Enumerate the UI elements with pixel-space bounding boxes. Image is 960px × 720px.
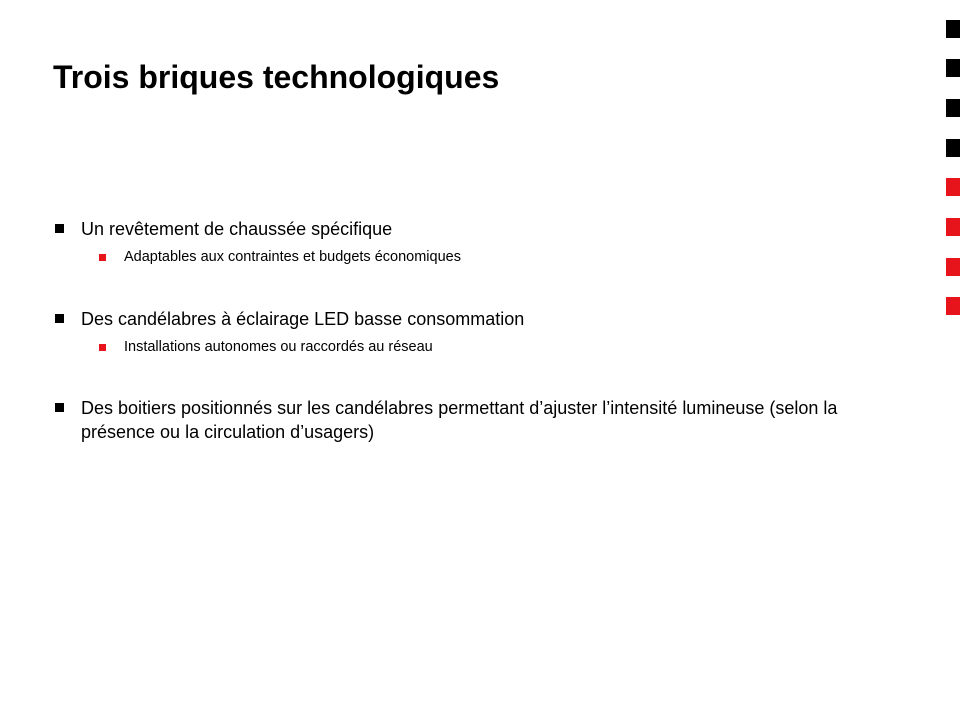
bullet-text: Un revêtement de chaussée spécifique — [81, 219, 393, 239]
decorative-square — [946, 59, 960, 77]
slide-title: Trois briques technologiques — [53, 59, 500, 95]
decorative-square — [946, 297, 960, 315]
decorative-square — [946, 178, 960, 196]
bullet-marker — [55, 224, 64, 233]
decorative-square — [946, 139, 960, 157]
bullet-marker — [55, 403, 64, 412]
decorative-square — [946, 218, 960, 236]
sub-bullet-marker — [99, 254, 106, 261]
bullet-text: Des boitiers positionnés sur les candélabres permettant d’ajuster l’intensité lumineuse (selon la présence ou la circulation d’usagers) — [81, 398, 838, 442]
bullet-text: Des candélabres à éclairage LED basse consommation — [81, 309, 525, 329]
bullet-marker — [55, 314, 64, 323]
sub-bullet-text: Installations autonomes ou raccordés au réseau — [124, 339, 433, 355]
decorative-square — [946, 20, 960, 38]
decorative-square — [946, 258, 960, 276]
sub-bullet-text: Adaptables aux contraintes et budgets économiques — [124, 249, 461, 265]
decorative-square — [946, 99, 960, 117]
sub-bullet-marker — [99, 344, 106, 351]
